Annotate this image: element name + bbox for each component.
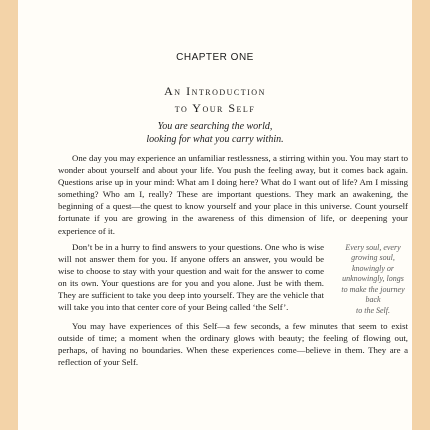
body-text xyxy=(58,152,408,373)
chapter-title xyxy=(18,83,412,117)
epigraph-line-1: You are searching the world, xyxy=(157,121,273,132)
paragraph-2: Don’t be in a hurry to find answers to your questions. One who is wise will not answer them for you. If anyone offers an answer, you would be wise to choose to stay with your question and wait for the answer to come on its own. Your questions are for you and you alone. Just be with them. They are sufficient to take you deep into yourself. They are the vehicle that will take you into that center core of your Being called ‘the Self’. xyxy=(58,241,324,313)
paragraph-3: You may have experiences of this Self—a few seconds, a few minutes that seem to exist outside of time; a moment when the ordinary glows with beauty; the feeling of flowing out, perhaps, of having no boundaries. When these experiences come—believe in them. They are a reflection of your Self. xyxy=(58,321,408,368)
paragraph-2-container xyxy=(58,241,324,317)
pull-quote-line: Every soul, every xyxy=(345,242,401,252)
epigraph xyxy=(18,120,412,146)
chapter-title-line-2: to Your Self xyxy=(174,101,256,115)
pull-quote-line: back xyxy=(365,295,381,305)
chapter-label: CHAPTER ONE xyxy=(176,52,254,63)
epigraph-line-2: looking for what you carry within. xyxy=(146,134,284,145)
paragraph-with-pull-quote xyxy=(58,241,408,317)
chapter-title-line-1: An Introduction xyxy=(164,84,266,98)
pull-quote xyxy=(338,241,408,317)
pull-quote-line: unknowingly, longs xyxy=(342,274,404,284)
pull-quote-line: to the Self. xyxy=(356,305,390,315)
pull-quote-line: to make the journey xyxy=(341,284,405,294)
pull-quote-line: growing soul, xyxy=(351,253,395,263)
paragraph-1: One day you may experience an unfamiliar restlessness, a stirring within you. You may start to wonder about yourself and about your life. You push the feeling away, but it comes back again. Questions arise up in your mind: What am I doing here? What do I want out of life? Am I missing something? Who am I, really? These are important questions. They mark an awakening, the beginning of a quest—the quest to know yourself and your place in this universe. Count yourself fortunate if you are growing in the awareness of this dimension of life, or deepening your experience of it. xyxy=(58,153,408,236)
pull-quote-line: knowingly or xyxy=(352,263,394,273)
